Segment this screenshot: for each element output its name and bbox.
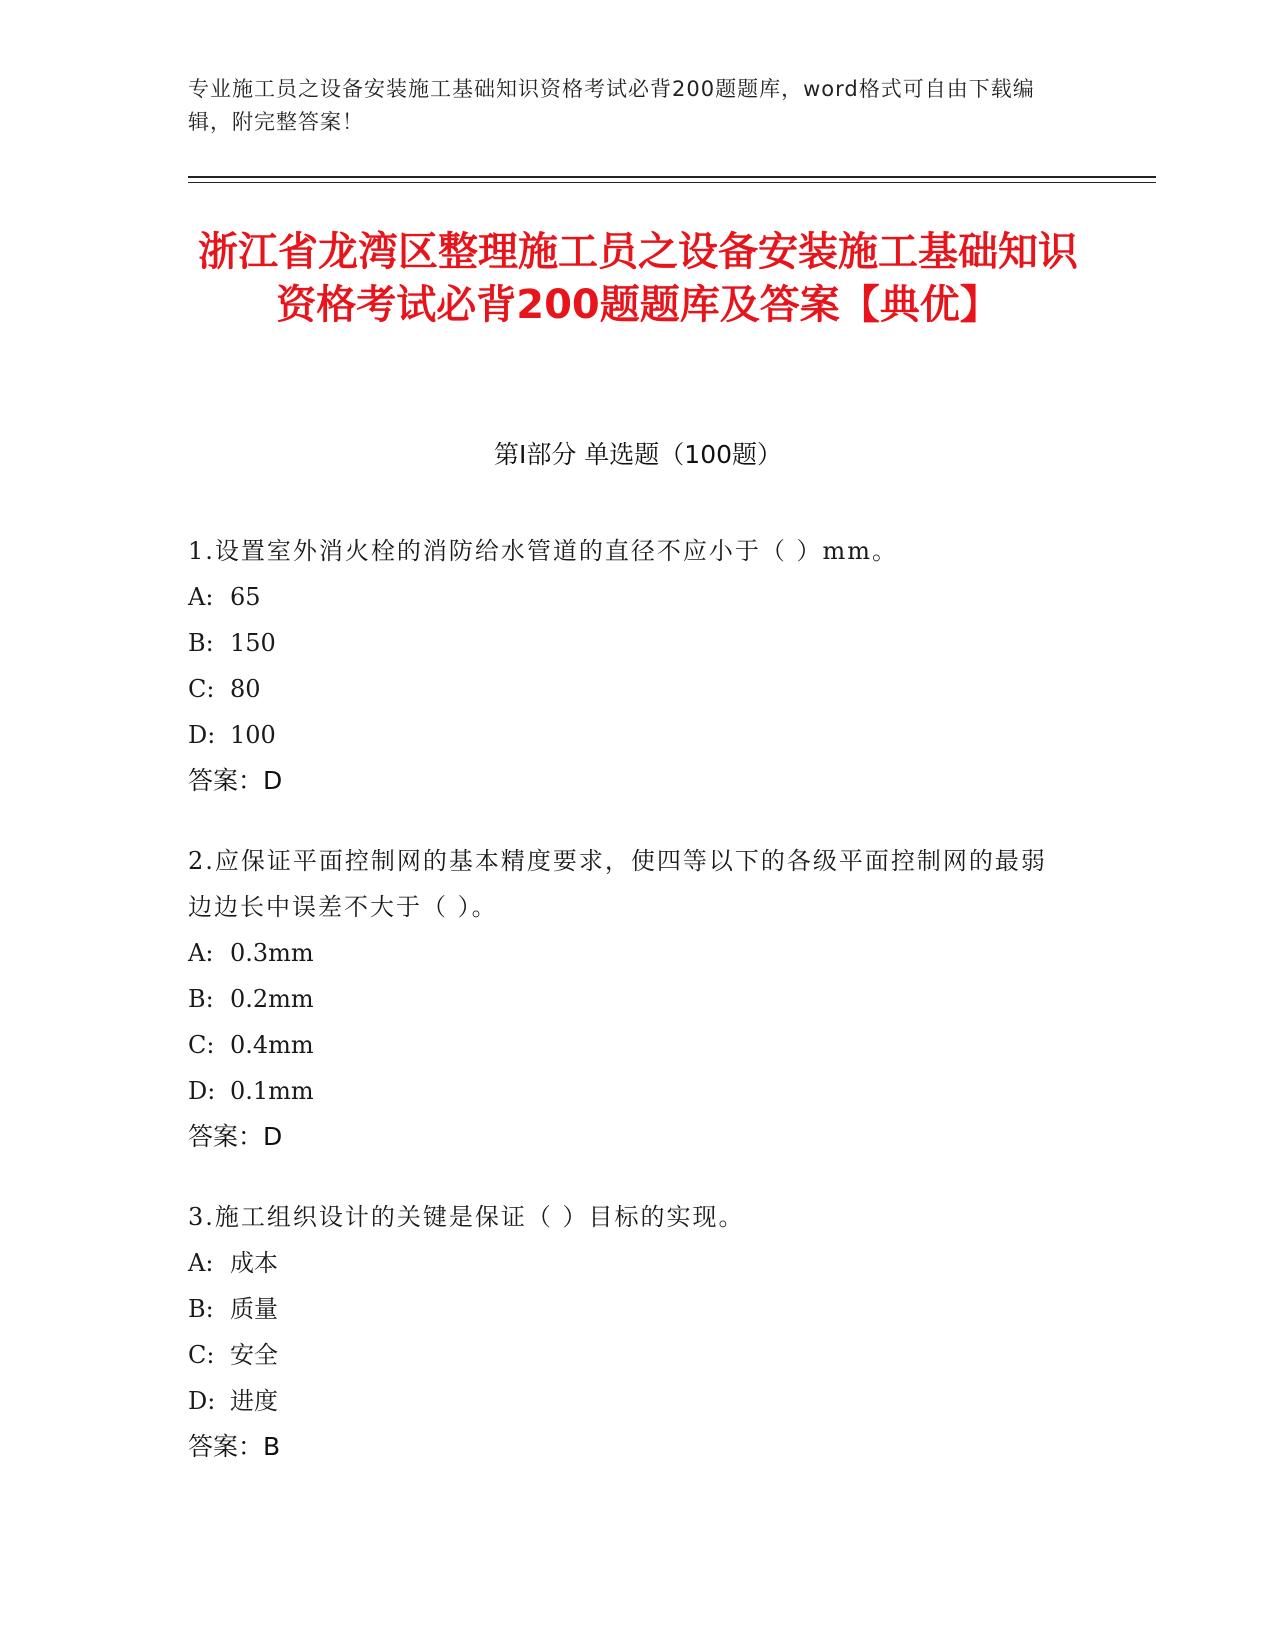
question-list [188, 528, 1068, 1504]
question-stem: 1.设置室外消火栓的消防给水管道的直径不应小于（ ）mm。 [188, 537, 899, 565]
header-rule-thick [188, 176, 1156, 178]
option-text: 安全 [230, 1341, 278, 1369]
document-title: 浙江省龙湾区整理施工员之设备安装施工基础知识资格考试必背200题题库及答案【典优】 [198, 229, 1078, 328]
question-item [188, 838, 1068, 1160]
option-letter: A: [188, 583, 214, 611]
option-a [188, 930, 1068, 976]
option-letter: C: [188, 1031, 215, 1059]
question-item [188, 528, 1068, 804]
option-letter: D: [188, 721, 216, 749]
option-c [188, 666, 1068, 712]
option-c [188, 1332, 1068, 1378]
option-b [188, 1286, 1068, 1332]
option-text: 80 [230, 675, 261, 703]
option-text: 0.1mm [230, 1077, 314, 1105]
option-text: 0.3mm [230, 939, 314, 967]
question-item [188, 1194, 1068, 1470]
answer-line: 答案：B [188, 1432, 281, 1461]
option-d [188, 1068, 1068, 1114]
option-letter: C: [188, 675, 215, 703]
option-text: 进度 [230, 1387, 278, 1415]
option-text: 成本 [230, 1249, 278, 1277]
option-letter: D: [188, 1077, 216, 1105]
option-text: 100 [230, 721, 276, 749]
answer-line: 答案：D [188, 1122, 283, 1151]
answer-line: 答案：D [188, 766, 283, 795]
option-a [188, 1240, 1068, 1286]
option-b [188, 976, 1068, 1022]
option-b [188, 620, 1068, 666]
header-note: 专业施工员之设备安装施工基础知识资格考试必背200题题库，word格式可自由下载编辑，附完整答案！ [188, 77, 1035, 134]
option-text: 150 [230, 629, 276, 657]
option-d [188, 1378, 1068, 1424]
option-letter: B: [188, 985, 214, 1013]
option-text: 65 [230, 583, 261, 611]
option-letter: D: [188, 1387, 216, 1415]
option-letter: B: [188, 629, 214, 657]
option-text: 0.2mm [230, 985, 314, 1013]
section-heading: 第I部分 单选题（100题） [493, 440, 783, 469]
option-letter: A: [188, 1249, 214, 1277]
option-a [188, 574, 1068, 620]
question-stem: 2.应保证平面控制网的基本精度要求，使四等以下的各级平面控制网的最弱边边长中误差不大于（ ）。 [188, 847, 1047, 921]
option-d [188, 712, 1068, 758]
option-letter: A: [188, 939, 214, 967]
option-letter: B: [188, 1295, 214, 1323]
header-rule-thin [188, 182, 1156, 183]
option-c [188, 1022, 1068, 1068]
option-text: 0.4mm [230, 1031, 314, 1059]
option-letter: C: [188, 1341, 215, 1369]
option-text: 质量 [230, 1295, 278, 1323]
question-stem: 3.施工组织设计的关键是保证（ ）目标的实现。 [188, 1203, 745, 1231]
